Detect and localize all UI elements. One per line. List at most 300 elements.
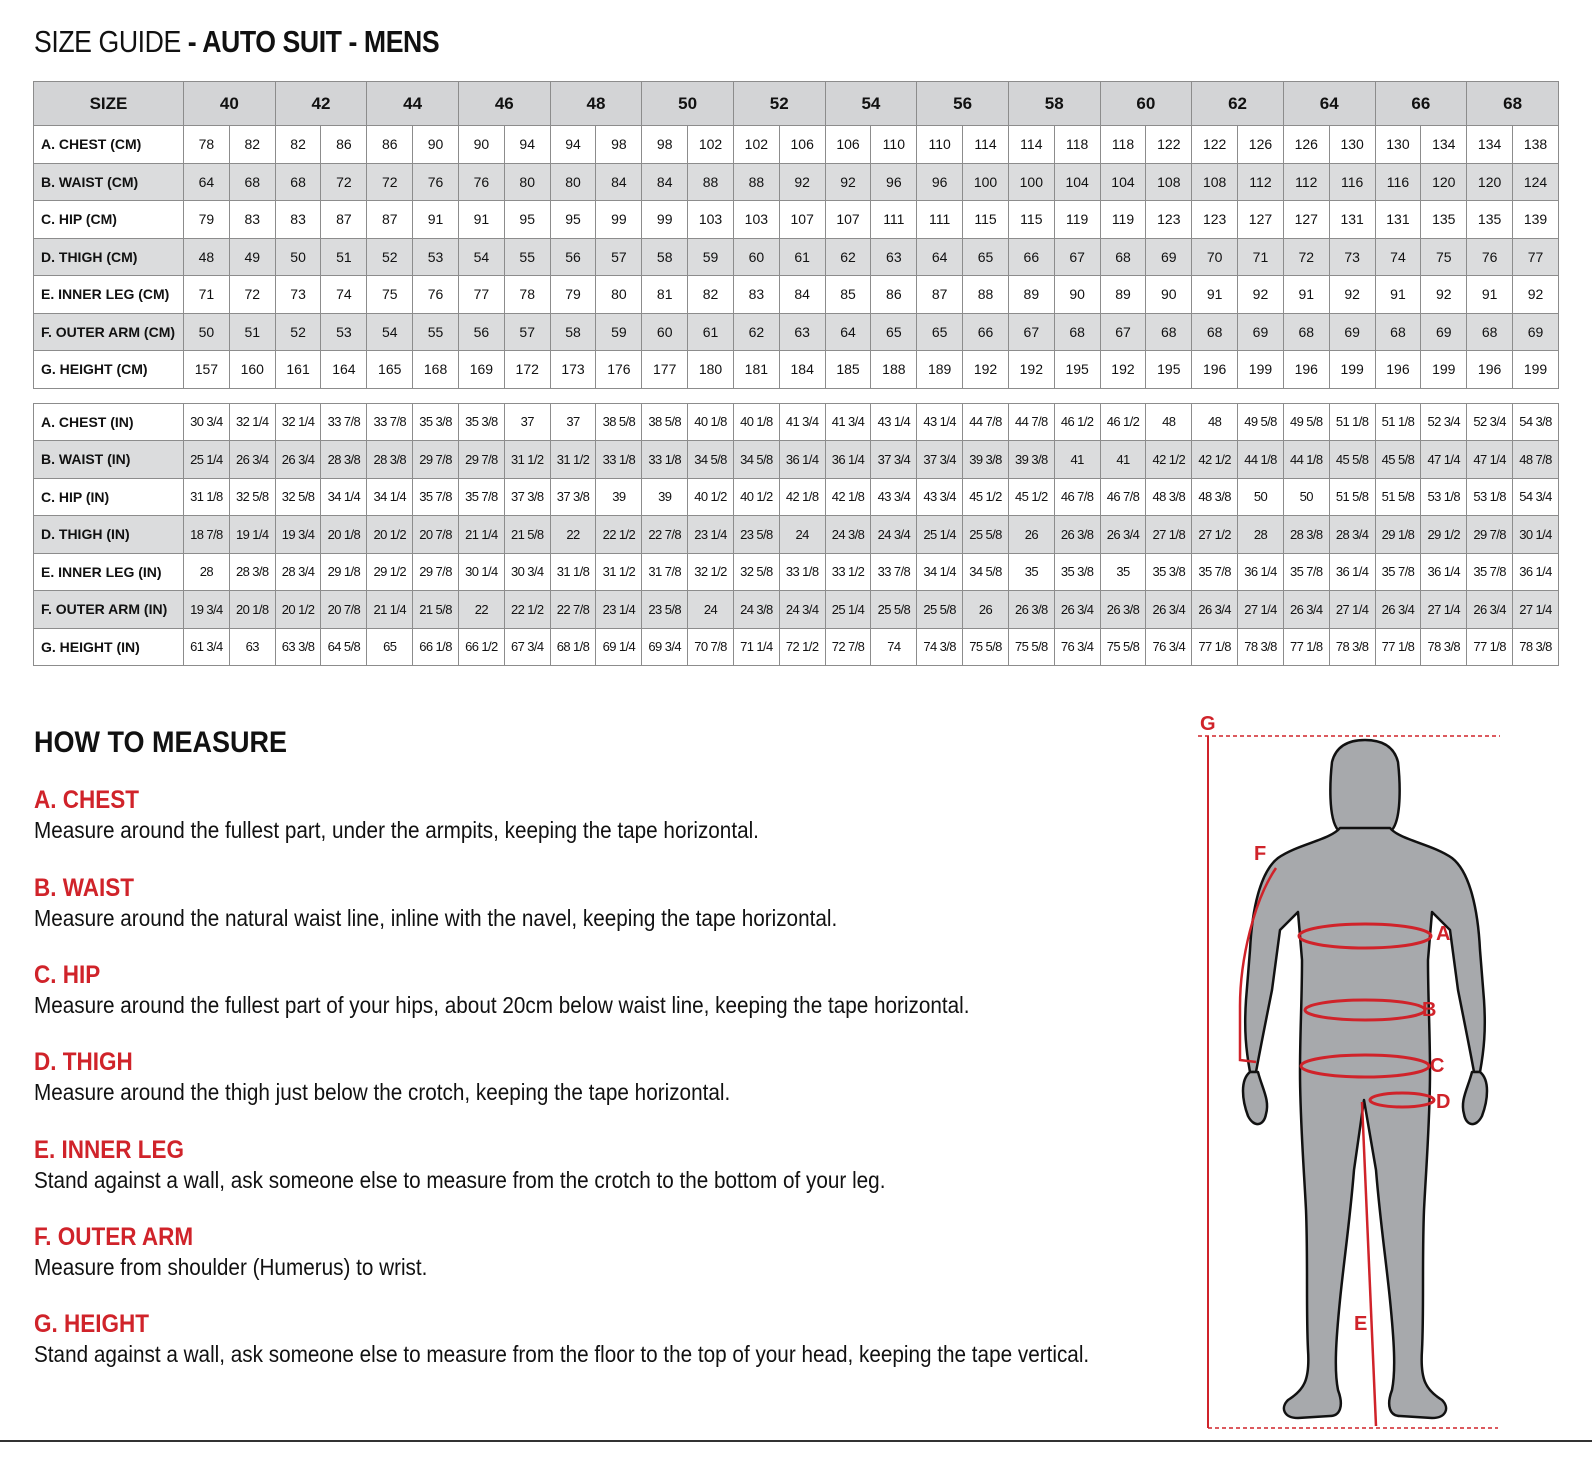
row-label: G. HEIGHT (IN) bbox=[34, 628, 184, 666]
measure-item-label: C. HIP bbox=[34, 961, 101, 989]
table-cell: 74 bbox=[321, 276, 367, 314]
table-cell: 118 bbox=[1054, 126, 1100, 164]
table-cell: 37 bbox=[504, 403, 550, 441]
row-label: B. WAIST (IN) bbox=[34, 441, 184, 479]
table-cell: 71 bbox=[184, 276, 230, 314]
table-cell: 90 bbox=[413, 126, 459, 164]
table-cell: 32 5/8 bbox=[229, 478, 275, 516]
table-cell: 53 1/8 bbox=[1467, 478, 1513, 516]
marker-a: A bbox=[1436, 923, 1451, 945]
table-cell: 192 bbox=[1008, 351, 1054, 389]
table-cell: 41 3/4 bbox=[779, 403, 825, 441]
table-cell: 102 bbox=[733, 126, 779, 164]
table-cell: 66 bbox=[1008, 238, 1054, 276]
table-cell: 43 1/4 bbox=[917, 403, 963, 441]
table-cell: 76 bbox=[1467, 238, 1513, 276]
table-cell: 180 bbox=[688, 351, 734, 389]
table-gap-cell bbox=[34, 388, 1559, 403]
table-cell: 26 3/4 bbox=[1467, 591, 1513, 629]
table-cell: 135 bbox=[1467, 201, 1513, 239]
table-cell: 49 5/8 bbox=[1238, 403, 1284, 441]
table-cell: 91 bbox=[1375, 276, 1421, 314]
table-cell: 30 3/4 bbox=[504, 553, 550, 591]
table-cell: 35 3/8 bbox=[1054, 553, 1100, 591]
table-cell: 29 7/8 bbox=[413, 441, 459, 479]
marker-d: D bbox=[1436, 1091, 1451, 1113]
table-cell: 35 bbox=[1100, 553, 1146, 591]
table-cell: 77 1/8 bbox=[1283, 628, 1329, 666]
table-cell: 61 bbox=[688, 313, 734, 351]
table-cell: 91 bbox=[1283, 276, 1329, 314]
table-cell: 122 bbox=[1192, 126, 1238, 164]
table-cell: 34 5/8 bbox=[963, 553, 1009, 591]
table-cell: 36 1/4 bbox=[1238, 553, 1284, 591]
table-cell: 87 bbox=[917, 276, 963, 314]
table-cell: 134 bbox=[1421, 126, 1467, 164]
table-cell: 28 3/4 bbox=[275, 553, 321, 591]
table-cell: 127 bbox=[1283, 201, 1329, 239]
table-cell: 119 bbox=[1100, 201, 1146, 239]
table-cell: 26 3/4 bbox=[1375, 591, 1421, 629]
table-cell: 54 bbox=[367, 313, 413, 351]
table-cell: 34 1/4 bbox=[917, 553, 963, 591]
table-cell: 107 bbox=[825, 201, 871, 239]
measure-item-label: E. INNER LEG bbox=[34, 1136, 185, 1164]
table-cell: 40 1/2 bbox=[733, 478, 779, 516]
table-cell: 50 bbox=[1238, 478, 1284, 516]
table-cell: 130 bbox=[1329, 126, 1375, 164]
table-cell: 95 bbox=[550, 201, 596, 239]
table-cell: 20 1/8 bbox=[229, 591, 275, 629]
table-cell: 76 3/4 bbox=[1146, 628, 1192, 666]
table-row bbox=[34, 313, 1559, 351]
table-cell: 103 bbox=[688, 201, 734, 239]
table-cell: 28 3/8 bbox=[367, 441, 413, 479]
table-cell: 38 5/8 bbox=[642, 403, 688, 441]
table-cell: 38 5/8 bbox=[596, 403, 642, 441]
table-cell: 39 3/8 bbox=[963, 441, 1009, 479]
table-cell: 94 bbox=[550, 126, 596, 164]
table-cell: 196 bbox=[1375, 351, 1421, 389]
table-cell: 104 bbox=[1054, 163, 1100, 201]
table-cell: 35 bbox=[1008, 553, 1054, 591]
table-cell: 66 1/2 bbox=[458, 628, 504, 666]
measure-item-description: Measure around the natural waist line, inline with the navel, keeping the tape horizontal. bbox=[34, 905, 838, 931]
size-column-header: 46 bbox=[458, 82, 550, 126]
table-cell: 63 bbox=[779, 313, 825, 351]
table-cell: 46 7/8 bbox=[1100, 478, 1146, 516]
table-cell: 31 7/8 bbox=[642, 553, 688, 591]
table-cell: 32 1/4 bbox=[229, 403, 275, 441]
table-cell: 36 1/4 bbox=[825, 441, 871, 479]
table-cell: 96 bbox=[917, 163, 963, 201]
table-cell: 20 1/2 bbox=[275, 591, 321, 629]
table-cell: 29 7/8 bbox=[413, 553, 459, 591]
measure-item-description: Measure around the fullest part, under the armpits, keeping the tape horizontal. bbox=[34, 817, 759, 843]
table-cell: 41 3/4 bbox=[825, 403, 871, 441]
table-cell: 48 7/8 bbox=[1513, 441, 1559, 479]
table-cell: 55 bbox=[504, 238, 550, 276]
table-cell: 27 1/4 bbox=[1329, 591, 1375, 629]
table-cell: 27 1/4 bbox=[1421, 591, 1467, 629]
table-cell: 108 bbox=[1146, 163, 1192, 201]
table-cell: 185 bbox=[825, 351, 871, 389]
table-cell: 88 bbox=[733, 163, 779, 201]
table-gap-row bbox=[34, 388, 1559, 403]
table-cell: 69 bbox=[1329, 313, 1375, 351]
table-cell: 68 bbox=[1054, 313, 1100, 351]
table-cell: 26 3/4 bbox=[1054, 591, 1100, 629]
table-cell: 44 1/8 bbox=[1238, 441, 1284, 479]
table-cell: 26 3/8 bbox=[1008, 591, 1054, 629]
table-cell: 161 bbox=[275, 351, 321, 389]
table-cell: 91 bbox=[1467, 276, 1513, 314]
table-cell: 37 3/4 bbox=[917, 441, 963, 479]
table-cell: 76 bbox=[458, 163, 504, 201]
table-cell: 33 7/8 bbox=[871, 553, 917, 591]
table-cell: 49 bbox=[229, 238, 275, 276]
table-cell: 134 bbox=[1467, 126, 1513, 164]
table-cell: 37 bbox=[550, 403, 596, 441]
measure-item bbox=[34, 1223, 471, 1281]
table-cell: 34 1/4 bbox=[367, 478, 413, 516]
table-cell: 87 bbox=[321, 201, 367, 239]
table-cell: 27 1/8 bbox=[1146, 516, 1192, 554]
table-cell: 50 bbox=[1283, 478, 1329, 516]
table-cell: 28 bbox=[1238, 516, 1284, 554]
table-cell: 21 5/8 bbox=[413, 591, 459, 629]
table-cell: 131 bbox=[1375, 201, 1421, 239]
table-cell: 74 3/8 bbox=[917, 628, 963, 666]
table-cell: 23 5/8 bbox=[733, 516, 779, 554]
table-cell: 51 5/8 bbox=[1375, 478, 1421, 516]
table-cell: 67 bbox=[1054, 238, 1100, 276]
table-cell: 120 bbox=[1421, 163, 1467, 201]
table-cell: 110 bbox=[917, 126, 963, 164]
table-cell: 25 1/4 bbox=[825, 591, 871, 629]
row-label: A. CHEST (IN) bbox=[34, 403, 184, 441]
table-cell: 111 bbox=[871, 201, 917, 239]
size-header-label: SIZE bbox=[34, 82, 184, 126]
table-cell: 177 bbox=[642, 351, 688, 389]
table-cell: 20 7/8 bbox=[413, 516, 459, 554]
table-cell: 91 bbox=[413, 201, 459, 239]
table-cell: 123 bbox=[1192, 201, 1238, 239]
table-cell: 25 5/8 bbox=[917, 591, 963, 629]
table-cell: 92 bbox=[1421, 276, 1467, 314]
table-cell: 73 bbox=[1329, 238, 1375, 276]
table-cell: 119 bbox=[1054, 201, 1100, 239]
size-column-header: 60 bbox=[1100, 82, 1192, 126]
table-cell: 28 3/4 bbox=[1329, 516, 1375, 554]
table-cell: 29 1/8 bbox=[321, 553, 367, 591]
table-cell: 22 1/2 bbox=[504, 591, 550, 629]
table-cell: 169 bbox=[458, 351, 504, 389]
table-cell: 53 bbox=[413, 238, 459, 276]
table-cell: 196 bbox=[1192, 351, 1238, 389]
table-cell: 116 bbox=[1375, 163, 1421, 201]
table-cell: 52 bbox=[367, 238, 413, 276]
table-cell: 70 7/8 bbox=[688, 628, 734, 666]
table-cell: 35 7/8 bbox=[1467, 553, 1513, 591]
table-cell: 43 3/4 bbox=[871, 478, 917, 516]
table-cell: 32 1/4 bbox=[275, 403, 321, 441]
table-cell: 87 bbox=[367, 201, 413, 239]
size-column-header: 64 bbox=[1283, 82, 1375, 126]
table-cell: 24 bbox=[779, 516, 825, 554]
table-cell: 77 bbox=[458, 276, 504, 314]
table-cell: 199 bbox=[1513, 351, 1559, 389]
table-cell: 68 bbox=[1375, 313, 1421, 351]
table-cell: 139 bbox=[1513, 201, 1559, 239]
table-cell: 39 3/8 bbox=[1008, 441, 1054, 479]
table-cell: 64 bbox=[917, 238, 963, 276]
table-cell: 69 bbox=[1421, 313, 1467, 351]
table-cell: 100 bbox=[963, 163, 1009, 201]
table-cell: 26 3/8 bbox=[1054, 516, 1100, 554]
measure-item bbox=[34, 961, 1073, 1019]
table-cell: 29 7/8 bbox=[1467, 516, 1513, 554]
table-cell: 27 1/2 bbox=[1192, 516, 1238, 554]
measure-item bbox=[34, 786, 839, 844]
table-cell: 84 bbox=[642, 163, 688, 201]
table-cell: 68 bbox=[1192, 313, 1238, 351]
table-cell: 89 bbox=[1100, 276, 1146, 314]
size-header-row bbox=[34, 82, 1559, 126]
table-cell: 181 bbox=[733, 351, 779, 389]
table-cell: 35 3/8 bbox=[1146, 553, 1192, 591]
table-cell: 36 1/4 bbox=[1421, 553, 1467, 591]
table-cell: 110 bbox=[871, 126, 917, 164]
table-cell: 96 bbox=[871, 163, 917, 201]
table-cell: 51 bbox=[321, 238, 367, 276]
measure-item-label: F. OUTER ARM bbox=[34, 1223, 194, 1251]
table-cell: 43 1/4 bbox=[871, 403, 917, 441]
head bbox=[1330, 740, 1399, 830]
table-cell: 76 bbox=[413, 163, 459, 201]
table-cell: 43 3/4 bbox=[917, 478, 963, 516]
table-cell: 34 1/4 bbox=[321, 478, 367, 516]
table-cell: 72 7/8 bbox=[825, 628, 871, 666]
table-row bbox=[34, 351, 1559, 389]
table-cell: 67 3/4 bbox=[504, 628, 550, 666]
measure-item-label: G. HEIGHT bbox=[34, 1310, 150, 1338]
table-cell: 75 bbox=[367, 276, 413, 314]
table-cell: 78 bbox=[504, 276, 550, 314]
table-cell: 68 bbox=[1146, 313, 1192, 351]
table-cell: 25 1/4 bbox=[917, 516, 963, 554]
table-cell: 63 bbox=[871, 238, 917, 276]
table-cell: 48 bbox=[184, 238, 230, 276]
table-cell: 40 1/8 bbox=[733, 403, 779, 441]
measure-item bbox=[34, 874, 926, 932]
table-cell: 35 7/8 bbox=[1375, 553, 1421, 591]
table-cell: 24 3/8 bbox=[825, 516, 871, 554]
table-cell: 80 bbox=[550, 163, 596, 201]
table-cell: 41 bbox=[1054, 441, 1100, 479]
table-cell: 33 1/2 bbox=[825, 553, 871, 591]
table-cell: 62 bbox=[825, 238, 871, 276]
table-cell: 28 3/8 bbox=[1283, 516, 1329, 554]
table-cell: 59 bbox=[596, 313, 642, 351]
table-cell: 75 bbox=[1421, 238, 1467, 276]
row-label: E. INNER LEG (CM) bbox=[34, 276, 184, 314]
size-column-header: 54 bbox=[825, 82, 917, 126]
table-cell: 106 bbox=[825, 126, 871, 164]
table-cell: 28 3/8 bbox=[229, 553, 275, 591]
table-cell: 69 bbox=[1238, 313, 1284, 351]
page-title bbox=[34, 24, 439, 60]
table-cell: 26 3/4 bbox=[229, 441, 275, 479]
table-cell: 68 bbox=[275, 163, 321, 201]
table-cell: 55 bbox=[413, 313, 459, 351]
table-cell: 24 3/4 bbox=[871, 516, 917, 554]
body-measurement-figure bbox=[1180, 700, 1510, 1440]
table-cell: 35 7/8 bbox=[1283, 553, 1329, 591]
title-prefix: SIZE GUIDE bbox=[34, 24, 181, 59]
table-cell: 37 3/4 bbox=[871, 441, 917, 479]
table-cell: 31 1/8 bbox=[184, 478, 230, 516]
table-cell: 24 3/4 bbox=[779, 591, 825, 629]
table-row bbox=[34, 276, 1559, 314]
table-cell: 64 bbox=[184, 163, 230, 201]
how-to-measure-heading: HOW TO MEASURE bbox=[34, 726, 288, 759]
size-column-header: 50 bbox=[642, 82, 734, 126]
table-cell: 32 5/8 bbox=[275, 478, 321, 516]
table-cell: 80 bbox=[596, 276, 642, 314]
table-cell: 44 7/8 bbox=[963, 403, 1009, 441]
table-cell: 83 bbox=[733, 276, 779, 314]
table-cell: 19 3/4 bbox=[184, 591, 230, 629]
table-cell: 31 1/2 bbox=[550, 441, 596, 479]
table-cell: 108 bbox=[1192, 163, 1238, 201]
table-cell: 33 7/8 bbox=[321, 403, 367, 441]
size-column-header: 56 bbox=[917, 82, 1009, 126]
table-cell: 81 bbox=[642, 276, 688, 314]
table-cell: 78 3/8 bbox=[1329, 628, 1375, 666]
table-cell: 53 bbox=[321, 313, 367, 351]
table-cell: 195 bbox=[1146, 351, 1192, 389]
table-cell: 60 bbox=[642, 313, 688, 351]
table-cell: 48 bbox=[1192, 403, 1238, 441]
row-label: F. OUTER ARM (CM) bbox=[34, 313, 184, 351]
table-cell: 77 1/8 bbox=[1467, 628, 1513, 666]
table-cell: 118 bbox=[1100, 126, 1146, 164]
table-cell: 83 bbox=[275, 201, 321, 239]
table-cell: 126 bbox=[1283, 126, 1329, 164]
table-cell: 22 7/8 bbox=[550, 591, 596, 629]
table-cell: 33 1/8 bbox=[642, 441, 688, 479]
table-cell: 20 7/8 bbox=[321, 591, 367, 629]
table-cell: 90 bbox=[458, 126, 504, 164]
table-cell: 112 bbox=[1238, 163, 1284, 201]
table-cell: 88 bbox=[963, 276, 1009, 314]
table-cell: 192 bbox=[963, 351, 1009, 389]
table-cell: 135 bbox=[1421, 201, 1467, 239]
table-cell: 106 bbox=[779, 126, 825, 164]
table-cell: 114 bbox=[1008, 126, 1054, 164]
measure-item bbox=[34, 1310, 1206, 1368]
table-cell: 58 bbox=[550, 313, 596, 351]
table-cell: 48 3/8 bbox=[1192, 478, 1238, 516]
table-cell: 74 bbox=[1375, 238, 1421, 276]
table-cell: 157 bbox=[184, 351, 230, 389]
table-cell: 45 5/8 bbox=[1329, 441, 1375, 479]
table-cell: 29 1/2 bbox=[1421, 516, 1467, 554]
table-cell: 33 1/8 bbox=[596, 441, 642, 479]
table-cell: 86 bbox=[367, 126, 413, 164]
marker-c: C bbox=[1430, 1055, 1445, 1077]
table-cell: 75 5/8 bbox=[963, 628, 1009, 666]
table-cell: 26 3/8 bbox=[1100, 591, 1146, 629]
table-cell: 65 bbox=[917, 313, 963, 351]
table-cell: 60 bbox=[733, 238, 779, 276]
table-cell: 127 bbox=[1238, 201, 1284, 239]
table-row bbox=[34, 201, 1559, 239]
table-cell: 29 7/8 bbox=[458, 441, 504, 479]
table-cell: 27 1/4 bbox=[1238, 591, 1284, 629]
table-cell: 30 3/4 bbox=[184, 403, 230, 441]
table-cell: 122 bbox=[1146, 126, 1192, 164]
table-cell: 45 1/2 bbox=[1008, 478, 1054, 516]
right-hand bbox=[1463, 1072, 1487, 1124]
left-hand bbox=[1243, 1072, 1267, 1124]
table-cell: 22 bbox=[458, 591, 504, 629]
table-cell: 68 bbox=[1100, 238, 1146, 276]
table-cell: 46 7/8 bbox=[1054, 478, 1100, 516]
table-cell: 173 bbox=[550, 351, 596, 389]
table-cell: 164 bbox=[321, 351, 367, 389]
table-cell: 94 bbox=[504, 126, 550, 164]
table-cell: 107 bbox=[779, 201, 825, 239]
row-label: D. THIGH (IN) bbox=[34, 516, 184, 554]
table-cell: 176 bbox=[596, 351, 642, 389]
table-cell: 69 3/4 bbox=[642, 628, 688, 666]
table-cell: 37 3/8 bbox=[504, 478, 550, 516]
table-cell: 32 1/2 bbox=[688, 553, 734, 591]
table-cell: 70 bbox=[1192, 238, 1238, 276]
table-cell: 45 5/8 bbox=[1375, 441, 1421, 479]
table-cell: 115 bbox=[963, 201, 1009, 239]
table-cell: 71 1/4 bbox=[733, 628, 779, 666]
table-cell: 71 bbox=[1238, 238, 1284, 276]
table-cell: 86 bbox=[871, 276, 917, 314]
table-cell: 18 7/8 bbox=[184, 516, 230, 554]
size-column-header: 48 bbox=[550, 82, 642, 126]
table-cell: 99 bbox=[596, 201, 642, 239]
table-cell: 26 3/4 bbox=[1192, 591, 1238, 629]
table-cell: 29 1/2 bbox=[367, 553, 413, 591]
table-cell: 89 bbox=[1008, 276, 1054, 314]
table-cell: 19 3/4 bbox=[275, 516, 321, 554]
measure-item-description: Measure around the thigh just below the crotch, keeping the tape horizontal. bbox=[34, 1079, 731, 1105]
table-cell: 123 bbox=[1146, 201, 1192, 239]
table-cell: 69 1/4 bbox=[596, 628, 642, 666]
table-cell: 92 bbox=[779, 163, 825, 201]
table-cell: 75 5/8 bbox=[1100, 628, 1146, 666]
table-cell: 78 bbox=[184, 126, 230, 164]
table-cell: 35 7/8 bbox=[413, 478, 459, 516]
table-cell: 68 1/8 bbox=[550, 628, 596, 666]
table-cell: 47 1/4 bbox=[1467, 441, 1513, 479]
table-cell: 21 1/4 bbox=[367, 591, 413, 629]
measure-item-label: B. WAIST bbox=[34, 874, 134, 902]
table-cell: 168 bbox=[413, 351, 459, 389]
table-cell: 47 1/4 bbox=[1421, 441, 1467, 479]
size-column-header: 40 bbox=[184, 82, 276, 126]
table-cell: 95 bbox=[504, 201, 550, 239]
table-row bbox=[34, 478, 1559, 516]
